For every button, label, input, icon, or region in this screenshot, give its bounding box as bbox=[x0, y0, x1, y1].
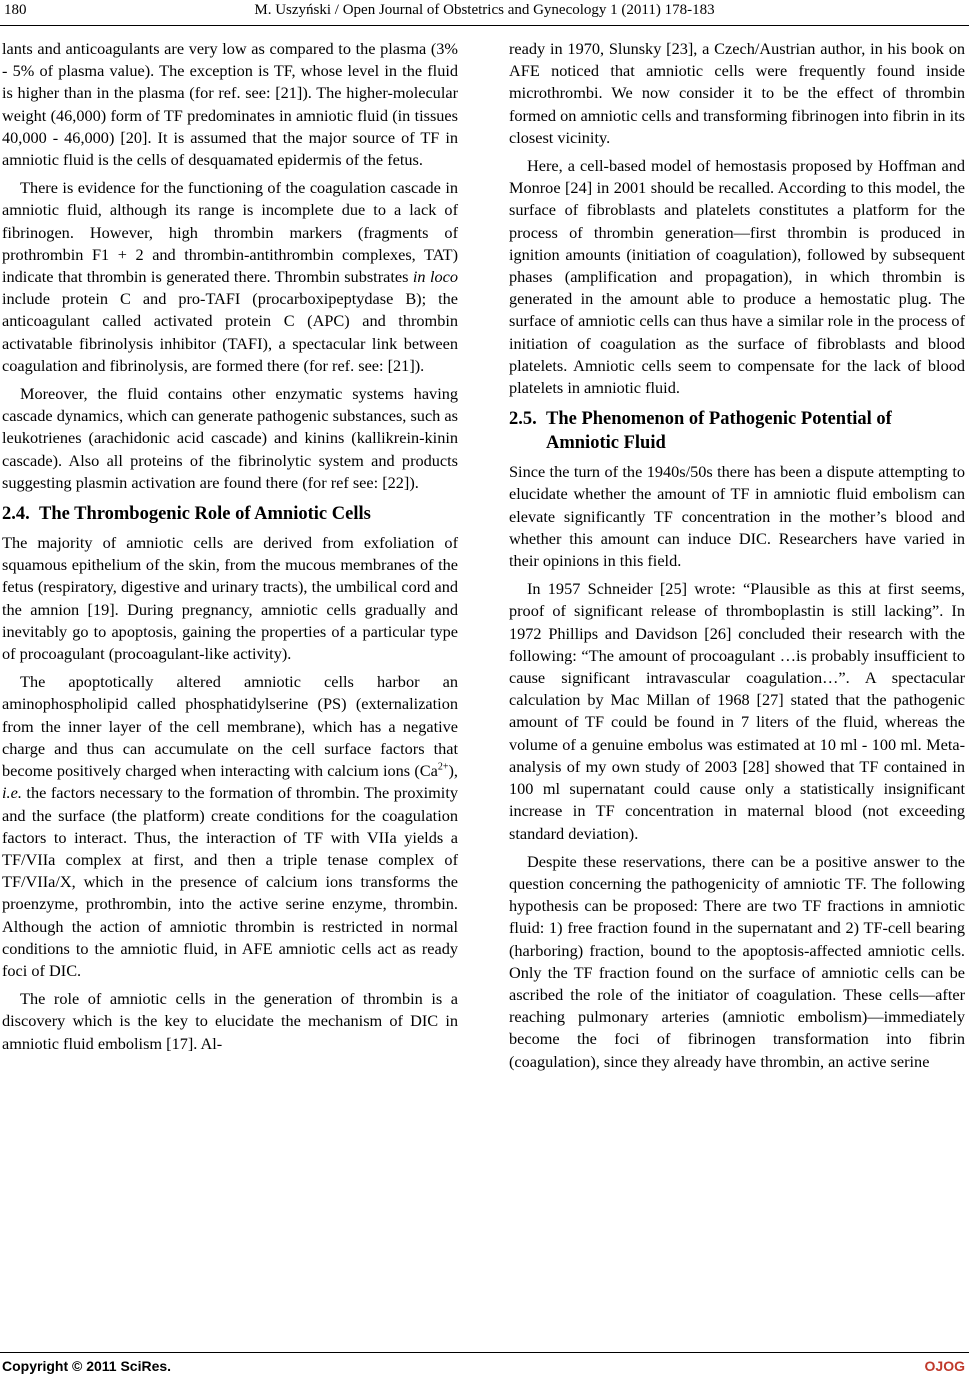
left-column bbox=[2, 38, 458, 1055]
paragraph: Here, a cell-based model of hemostasis proposed by Hoffman and Monroe [24] in 2001 should be recalled. According to this model, the surface of fibroblasts and platelets constitutes a platform for the process of thrombin generation—first thrombin is produced in ignition amounts (initiation of coagulation), followed by subsequent phases (amplification and propagation), in which thrombin is generated in the amount able to produce a hemostatic plug. The surface of amniotic cells can thus have a similar role in the process of initiation of coagulation as the surface of fibroblasts and blood platelets. Amniotic cells seem to compensate for the lack of blood platelets in amniotic fluid. bbox=[509, 156, 965, 398]
section-heading-2-5: 2.5. The Phenomenon of Pathogenic Potential of Amniotic Fluid bbox=[509, 409, 892, 454]
paragraph: ready in 1970, Slunsky [23], a Czech/Austrian author, in his book on AFE noticed that amniotic cells were frequently found inside microthrombi. We now consider it to be the effect of thrombin formed on amniotic cells and transforming fibrinogen into fibrin in its closest vicinity. bbox=[509, 39, 965, 147]
paragraph: The role of amniotic cells in the generation of thrombin is a discovery which is the key to elucidate the mechanism of DIC in amniotic fluid embolism [17]. Al- bbox=[2, 989, 458, 1053]
footer-rule bbox=[0, 1352, 969, 1353]
paragraph: The majority of amniotic cells are derived from exfoliation of squamous epithelium of the skin, from the mucous membranes of the fetus (respiratory, digestive and urinary tracts), the umbilical cord and the amnion [19]. During pregnancy, amniotic cells gradually and inevitably go to apoptosis, gaining the properties of a particular type of procoagulant (procoagulant-like activity). bbox=[2, 533, 458, 664]
page-number: 180 bbox=[4, 2, 27, 18]
copyright-notice: Copyright © 2011 SciRes. bbox=[2, 1358, 172, 1374]
section-heading-2-4: 2.4. The Thrombogenic Role of Amniotic Cells bbox=[2, 504, 371, 525]
paragraph: The apoptotically altered amniotic cells harbor an aminophospholipid called phosphatidylserine (PS) (externalization from the inner layer of the cell membrane), which has a negative charge and thus can accumulate on the cell surface factors that become positively charged when interacting with calcium ions $(Ca^{2+})$, i.e. the factors necessary to the formation of thrombin. The proximity and the surface (the platform) create conditions for the coagulation factors to interact. Thus, the interaction of TF with VIIa yields a TF/VIIa complex at first, and then a triple tenase complex of TF/VIIa/X, which in the presence of calcium ions transforms the proenzyme, prothrombin, into the active serine enzyme, thrombin. Although the action of amniotic thrombin is restricted in normal conditions to the amniotic fluid, in AFE amniotic cells act as ready foci of DIC. bbox=[2, 672, 458, 980]
paragraph: There is evidence for the functioning of the coagulation cascade in amniotic fluid, although its range is incomplete due to a lack of fibrinogen. However, high thrombin markers (fragments of prothrombin F1 + 2 and thrombin-antithrombin complexes, TAT) indicate that thrombin is generated there. Thrombin substrates in loco include protein C and pro-TAFI (procarboxipeptydase B); the anticoagulant called activated protein C (APC) and thrombin activatable fibrinolysis inhibitor (TAFI), a spectacular link between coagulation and fibrinolysis, are formed there (for ref. see: [21]). bbox=[2, 178, 459, 375]
header-rule bbox=[0, 25, 969, 26]
paragraph: In 1957 Schneider [25] wrote: “Plausible as this at first seems, proof of significant release of thromboplastin is still lacking”. In 1972 Phillips and Davidson [26] concluded their research with the following: “The amount of procoagulant …is probably insufficient to cause significant intravascular coagulation…”. A spectacular calculation by Mac Millan of 1968 [27] stated that the pathogenic amount of TF could be found in 7 liters of the fluid, whereas the volume of a genuine embolus was estimated at 10 ml - 100 ml. Meta-analysis of my own study of 2003 [28] showed that TF contained in 100 ml supernatant could cause only a statistically insignificant increase in TF concentration in maternal blood (not exceeding standard deviation). bbox=[509, 579, 965, 843]
paragraph: Moreover, the fluid contains other enzymatic systems having cascade dynamics, which can generate pathogenic substances, such as leukotrienes (arachidonic acid cascade) and kinins (kallikrein-kinin cascade). Also all proteins of the fibrinolytic system and products suggesting plasmin activation are found there (for ref see: [22]). bbox=[2, 384, 458, 492]
journal-abbreviation: OJOG bbox=[924, 1358, 965, 1374]
running-header bbox=[0, 0, 969, 26]
paragraph: lants and anticoagulants are very low as compared to the plasma (3% - 5% of plasma value). The exception is TF, whose level in the fluid is higher than in the plasma (for ref. see: [21]). The higher-molecular weight (46,000) form of TF predominates in amniotic fluid (in tissues 40,000 - 46,000) [20]. It is assumed that the major source of TF in amniotic fluid is the cells of desquamated epidermis of the fetus. bbox=[2, 39, 458, 170]
right-column bbox=[509, 38, 965, 1073]
paragraph: Despite these reservations, there can be a positive answer to the question concerning the pathogenicity of amniotic TF. The following hypothesis can be proposed: There are two TF fractions in amniotic fluid: 1) free fraction found in the supernatant and 2) TF-cell bearing (harboring) fraction, bound to the apoptosis-affected amniotic cells. Only the TF fraction found on the surface of amniotic cells can be ascribed the role of the initiator of coagulation. These cells—after reaching pulmonary arteries (amniotic embolism)—immediately become the foci of fibrinogen transformation into fibrin (coagulation), since they already have thrombin, an active serine bbox=[509, 851, 965, 1071]
running-title: M. Uszyński / Open Journal of Obstetrics and Gynecology 1 (2011) 178-183 bbox=[254, 2, 715, 18]
paragraph: Since the turn of the 1940s/50s there has been a dispute attempting to elucidate whether the amount of TF in amniotic fluid embolism can elevate significantly TF concentration in the mother’s blood and whether this amount can induce DIC. Researchers have varied in their opinions in this field. bbox=[509, 462, 965, 571]
